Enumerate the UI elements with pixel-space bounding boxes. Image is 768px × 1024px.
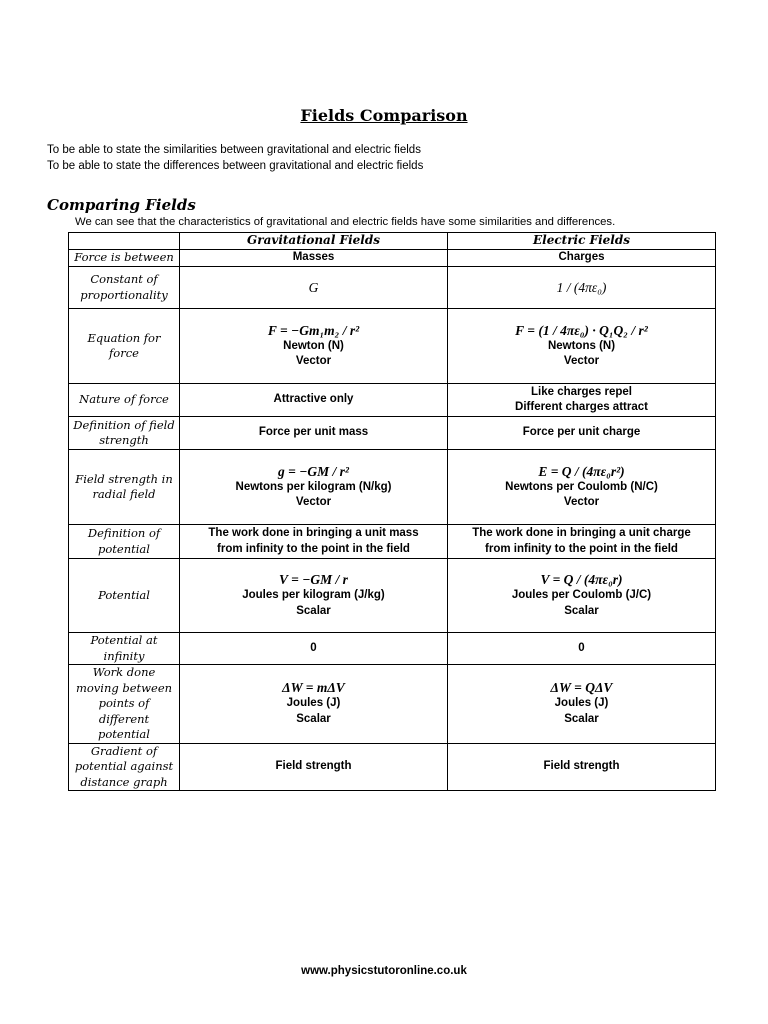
table-row xyxy=(69,309,716,384)
row-label: Potential xyxy=(69,559,180,633)
table-row xyxy=(69,633,716,665)
grav-cell xyxy=(180,267,448,309)
formula: V = Q / (4πε₀r) xyxy=(540,572,623,587)
grav-cell: g = −GM / r² Newtons per kilogram (N/kg) Vector xyxy=(180,450,448,525)
elec-cell xyxy=(448,267,716,309)
row-label: Definition of field strength xyxy=(69,417,180,450)
elec-cell: 0 xyxy=(448,633,716,665)
formula: ΔW = QΔV xyxy=(550,680,613,696)
elec-cell: Force per unit charge xyxy=(448,417,716,450)
header-electric: Electric Fields xyxy=(448,233,716,250)
elec-cell: ΔW = QΔV Joules (J) Scalar xyxy=(448,665,716,744)
row-label: Force is between xyxy=(69,250,180,267)
grav-cell: The work done in bringing a unit mass from infinity to the point in the field xyxy=(180,525,448,559)
intro-text: We can see that the characteristics of gravitational and electric fields have some similarities and differences. xyxy=(75,216,616,228)
objective-item: To be able to state the similarities between gravitational and electric fields xyxy=(47,144,421,156)
row-label: Equation for force xyxy=(69,309,180,384)
elec-cell: Charges xyxy=(448,250,716,267)
elec-cell: Field strength xyxy=(448,743,716,791)
elec-cell: The work done in bringing a unit charge from infinity to the point in the field xyxy=(448,525,716,559)
formula: ΔW = mΔV xyxy=(282,680,345,696)
row-label: Definition of potential xyxy=(69,525,180,559)
row-label: Potential at infinity xyxy=(69,633,180,665)
comparison-table xyxy=(68,232,716,791)
objective-item: To be able to state the differences between gravitational and electric fields xyxy=(47,159,424,172)
grav-cell: Field strength xyxy=(180,743,448,791)
grav-cell: Force per unit mass xyxy=(180,417,448,450)
grav-cell: V = −GM / r Joules per kilogram (J/kg) Scalar xyxy=(180,559,448,633)
table-row xyxy=(69,665,716,744)
elec-cell: V = Q / (4πε₀r) Joules per Coulomb (J/C) Scalar xyxy=(448,559,716,633)
formula: 1 / (4πε₀) xyxy=(556,279,607,295)
grav-cell: F = −Gm₁m₂ / r² Newton (N) Vector xyxy=(180,309,448,384)
row-label: Field strength in radial field xyxy=(69,450,180,525)
table-header-row xyxy=(69,233,716,250)
grav-cell: Attractive only xyxy=(180,384,448,417)
footer-url[interactable]: www.physicstutoronline.co.uk xyxy=(301,965,467,977)
header-gravitational: Gravitational Fields xyxy=(180,233,448,250)
table-row xyxy=(69,250,716,267)
formula: G xyxy=(308,279,319,295)
table-row xyxy=(69,525,716,559)
objectives xyxy=(47,143,423,174)
elec-cell: F = (1 / 4πε₀) · Q₁Q₂ / r² Newtons (N) Vector xyxy=(448,309,716,384)
row-label: Nature of force xyxy=(69,384,180,417)
grav-cell: Masses xyxy=(180,250,448,267)
table-row xyxy=(69,743,716,791)
page-title: Fields Comparison xyxy=(300,106,468,125)
row-label: Gradient of potential against distance graph xyxy=(69,743,180,791)
section-heading: Comparing Fields xyxy=(47,196,196,214)
row-label: Constant of proportionality xyxy=(69,267,180,309)
table-row xyxy=(69,450,716,525)
formula: F = −Gm₁m₂ / r² xyxy=(267,322,360,338)
table-row xyxy=(69,267,716,309)
elec-cell: E = Q / (4πε₀r²) Newtons per Coulomb (N/C) Vector xyxy=(448,450,716,525)
grav-cell: ΔW = mΔV Joules (J) Scalar xyxy=(180,665,448,744)
grav-cell: 0 xyxy=(180,633,448,665)
row-label: Work done moving between points of different potential xyxy=(69,665,180,744)
table-row xyxy=(69,559,716,633)
formula: V = −GM / r xyxy=(279,572,348,587)
formula: F = (1 / 4πε₀) · Q₁Q₂ / r² xyxy=(515,322,648,338)
formula: E = Q / (4πε₀r²) xyxy=(538,463,625,479)
header-empty xyxy=(69,233,180,250)
formula: g = −GM / r² xyxy=(278,463,349,479)
elec-cell: Like charges repel Different charges attract xyxy=(448,384,716,417)
table-row xyxy=(69,417,716,450)
table-row xyxy=(69,384,716,417)
